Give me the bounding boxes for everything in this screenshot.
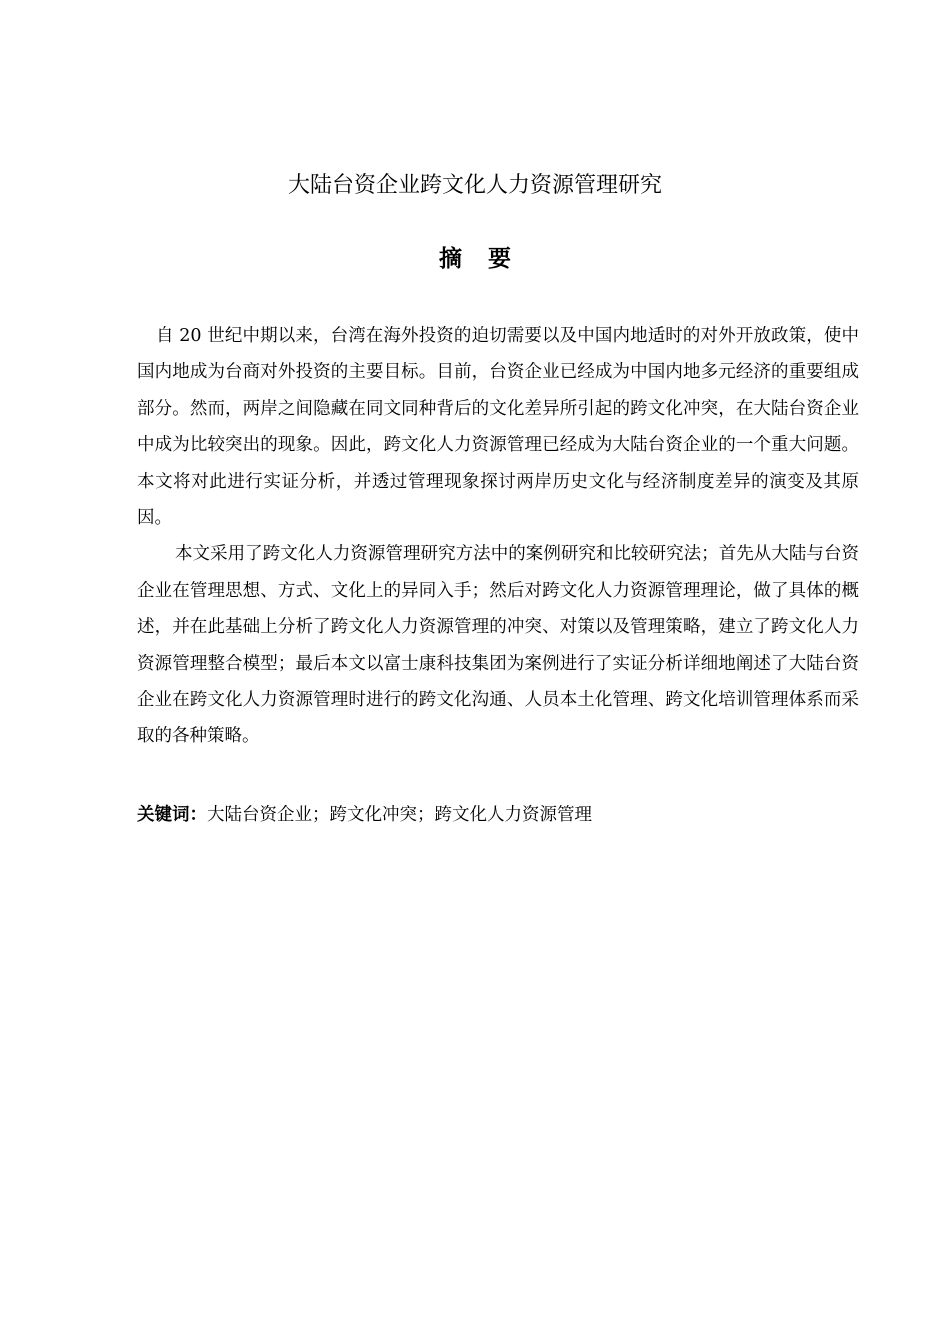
abstract-body [137,318,859,755]
keywords-text: 大陆台资企业；跨文化冲突；跨文化人力资源管理 [207,805,592,825]
document-title: 大陆台资企业跨文化人力资源管理研究 [287,173,662,198]
abstract-paragraph-2: 本文采用了跨文化人力资源管理研究方法中的案例研究和比较研究法；首先从大陆与台资企业在管理思想、方式、文化上的异同入手；然后对跨文化人力资源管理理论，做了具体的概述，并在此基础上分析了跨文化人力资源管理的冲突、对策以及管理策略，建立了跨文化人力资源管理整合模型；最后本文以富士康科技集团为案例进行了实证分析详细地阐述了大陆台资企业在跨文化人力资源管理时进行的跨文化沟通、人员本土化管理、跨文化培训管理体系而采取的各种策略。 [137,544,859,747]
keywords-label: 关键词： [137,805,207,825]
abstract-paragraph-1: 自 20 世纪中期以来，台湾在海外投资的迫切需要以及中国内地适时的对外开放政策，使中国内地成为台商对外投资的主要目标。目前，台资企业已经成为中国内地多元经济的重要组成部分。然而，两岸之间隐藏在同文同种背后的文化差异所引起的跨文化冲突，在大陆台资企业中成为比较突出的现象。因此，跨文化人力资源管理已经成为大陆台资企业的一个重大问题。本文将对此进行实证分析，并透过管理现象探讨两岸历史文化与经济制度差异的演变及其原因。 [137,326,859,529]
keywords-line [137,797,592,833]
abstract-heading: 摘要 [439,246,537,272]
